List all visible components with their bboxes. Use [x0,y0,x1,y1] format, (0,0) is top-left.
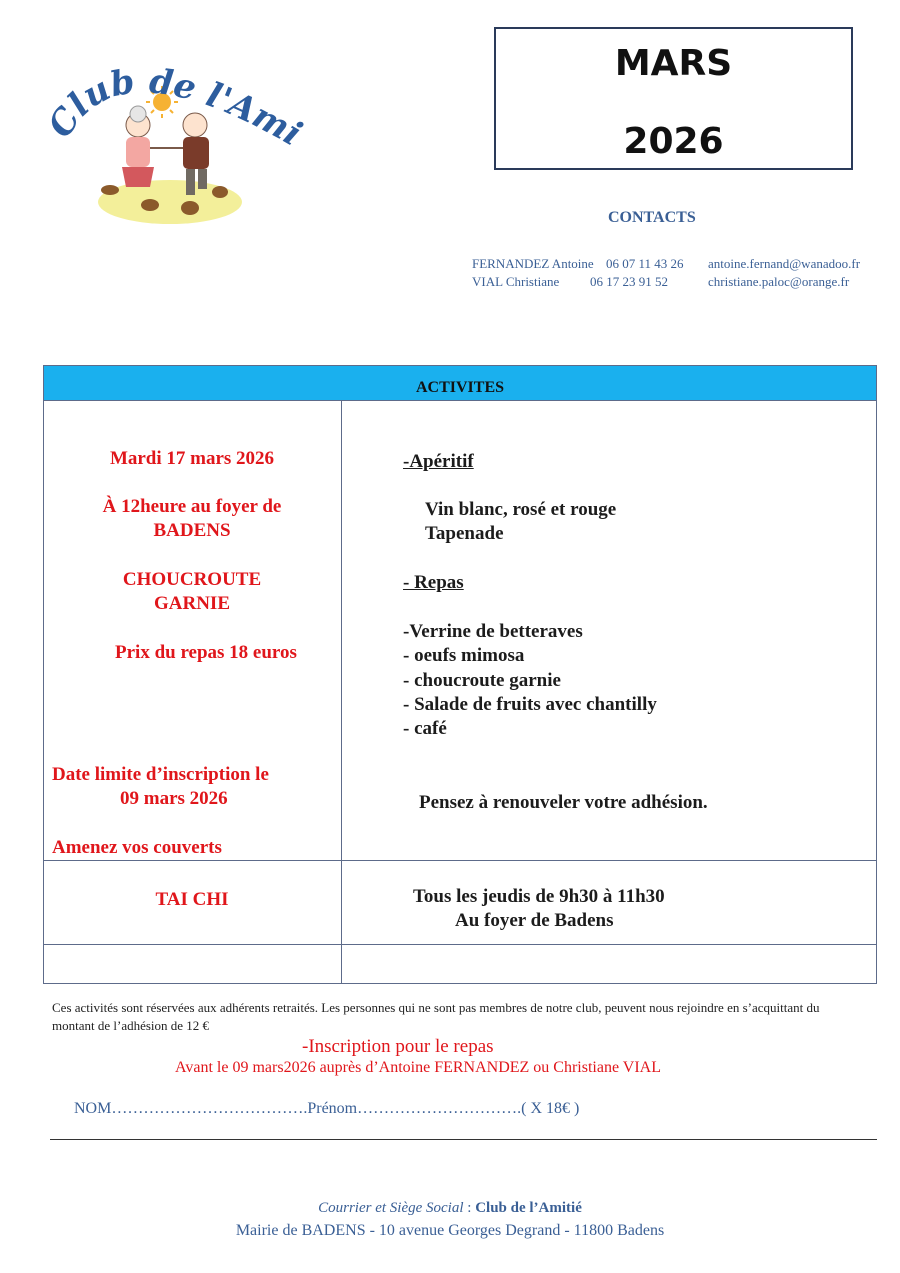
contact-phone[interactable]: 06 07 11 43 26 [606,256,684,271]
contact-name: FERNANDEZ Antoine [472,256,594,271]
meal-price: Prix du repas 18 euros [115,642,297,663]
bring-cutlery: Amenez vos couverts [52,837,222,858]
inscription-title: -Inscription pour le repas [302,1036,494,1057]
club-logo-illustration [40,30,310,240]
contact-phone[interactable]: 06 17 23 91 52 [590,274,668,289]
aperitif-title: -Apéritif [403,451,474,472]
column-divider [341,401,342,984]
taichi-schedule: Tous les jeudis de 9h30 à 11h30 [413,886,665,907]
row-divider [44,860,876,861]
meal-date: Mardi 17 mars 2026 [109,448,275,469]
club-logo [40,30,310,240]
membership-disclaimer: Ces activités sont réservées aux adhérents retraités. Les personnes qui ne sont pas membres de notre club, peuvent nous rejoindre en s’acquittant du montant de l’adhésion de 12 € [52,1000,820,1033]
meal-place-line1: À 12heure au foyer de [102,496,282,517]
contact-name: VIAL Christiane [472,274,560,289]
aperitif-item: Tapenade [425,523,504,544]
club-logo-text: Club de l'Ami [40,61,309,155]
menu-item: -Verrine de betteraves [403,621,583,642]
horizontal-rule [50,1139,877,1140]
menu-item: - café [403,718,447,739]
repas-title: - Repas [403,572,464,593]
footer-label: Courrier et Siège Social [318,1200,464,1216]
menu-item: - choucroute garnie [403,670,561,691]
contacts-title: CONTACTS [608,209,696,226]
taichi-place: Au foyer de Badens [455,910,614,931]
month-label: MARS [614,43,733,84]
registration-form-line[interactable]: NOM……………………………….Prénom………………………….( X 18€ ) [74,1100,580,1117]
svg-text:Club de l'Amitié [40,30,308,154]
menu-item: - Salade de fruits avec chantilly [403,694,657,715]
menu-item: - oeufs mimosa [403,645,525,666]
deadline-line1: Date limite d’inscription le [52,764,269,785]
footer-address: Mairie de BADENS - 10 avenue Georges Degrand - 11800 Badens [235,1222,665,1239]
year-label: 2026 [623,121,724,162]
month-box [494,27,853,170]
deadline-line2: 09 mars 2026 [120,788,228,809]
footer-separator: : [463,1200,476,1216]
aperitif-item: Vin blanc, rosé et rouge [425,499,617,520]
membership-reminder: Pensez à renouveler votre adhésion. [419,792,708,813]
taichi-name: TAI CHI [155,889,229,910]
contact-email[interactable]: christiane.paloc@orange.fr [708,274,850,289]
inscription-subtitle: Avant le 09 mars2026 auprès d’Antoine FERNANDEZ ou Christiane VIAL [175,1059,661,1076]
meal-dish-line1: CHOUCROUTE [122,569,262,590]
meal-place-line2: BADENS [153,520,231,541]
contact-email[interactable]: antoine.fernand@wanadoo.fr [708,256,861,271]
row-divider [44,944,876,945]
footer-club: Club de l’Amitié [475,1200,582,1216]
activities-header: ACTIVITES [44,366,876,401]
footer-line1 [0,1200,900,1217]
meal-dish-line2: GARNIE [153,593,230,614]
